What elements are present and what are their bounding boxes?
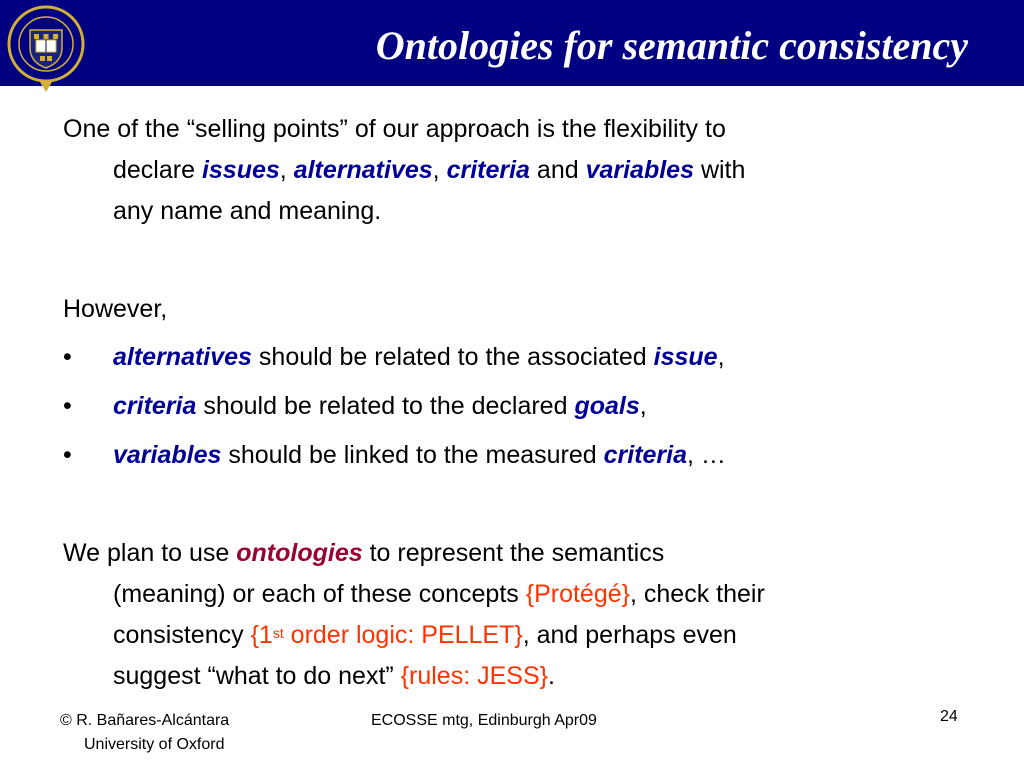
- bullet-end: ,: [717, 343, 725, 371]
- intro-text: ,: [432, 156, 447, 184]
- plan-text: , and perhaps even: [522, 621, 737, 649]
- title-bar: [0, 0, 1024, 86]
- bullet-item: [63, 337, 725, 378]
- plan-text: , check their: [630, 580, 765, 608]
- bullet-end: , …: [687, 441, 726, 469]
- plan-line-3: [63, 615, 963, 656]
- bullet-marker: •: [63, 441, 72, 469]
- bullet-item: [63, 435, 726, 476]
- however-text: However,: [63, 295, 168, 323]
- bullet-text: should be linked to the measured: [221, 441, 604, 469]
- footer-event: ECOSSE mtg, Edinburgh Apr09: [371, 712, 597, 729]
- keyword: criteria: [603, 441, 688, 469]
- plan-line-1: [63, 533, 963, 574]
- bullet-text: should be related to the declared: [196, 392, 575, 420]
- intro-line-1: One of the “selling points” of our approach is the flexibility to: [63, 115, 726, 143]
- plan-paragraph: [63, 533, 963, 697]
- footer-author: © R. Bañares-Alcántara: [60, 712, 230, 729]
- plan-text: (meaning) or each of these concepts: [113, 580, 526, 608]
- plan-text: to represent the semantics: [362, 539, 665, 567]
- intro-text: declare: [113, 156, 202, 184]
- keyword: goals: [574, 392, 640, 420]
- intro-text: ,: [279, 156, 294, 184]
- intro-text: and: [529, 156, 586, 184]
- keyword: variables: [113, 441, 222, 469]
- keyword: criteria: [113, 392, 197, 420]
- plan-text: .: [547, 662, 555, 690]
- keyword-criteria: criteria: [446, 156, 530, 184]
- plan-text: suggest “what to do next”: [113, 662, 401, 690]
- intro-paragraph: [63, 109, 963, 232]
- intro-text: with: [694, 156, 746, 184]
- logic-suffix: order logic: PELLET}: [283, 621, 523, 649]
- intro-line-3: any name and meaning.: [113, 197, 382, 225]
- plan-line-4: [63, 656, 963, 697]
- intro-line-2: [63, 150, 963, 191]
- logic-superscript: st: [272, 625, 284, 641]
- tool-pellet: [251, 621, 523, 649]
- bullet-marker: •: [63, 392, 72, 420]
- bullet-item: [63, 386, 647, 427]
- plan-text: We plan to use: [63, 539, 237, 567]
- keyword-alternatives: alternatives: [293, 156, 433, 184]
- tool-jess: {rules: JESS}: [400, 662, 548, 690]
- bullet-end: ,: [639, 392, 647, 420]
- plan-text: consistency: [113, 621, 251, 649]
- page-number: 24: [940, 708, 958, 725]
- keyword: alternatives: [113, 343, 252, 371]
- oxford-crest-icon: [6, 4, 86, 94]
- keyword-ontologies: ontologies: [236, 539, 363, 567]
- keyword-variables: variables: [585, 156, 694, 184]
- bullet-text: should be related to the associated: [251, 343, 654, 371]
- plan-line-2: [63, 574, 963, 615]
- slide-title: Ontologies for semantic consistency: [375, 23, 968, 68]
- keyword: issue: [653, 343, 718, 371]
- keyword-issues: issues: [201, 156, 280, 184]
- logic-prefix: {1: [250, 621, 273, 649]
- footer-affiliation: University of Oxford: [84, 736, 225, 753]
- tool-protege: {Protégé}: [525, 580, 630, 608]
- bullet-marker: •: [63, 343, 72, 371]
